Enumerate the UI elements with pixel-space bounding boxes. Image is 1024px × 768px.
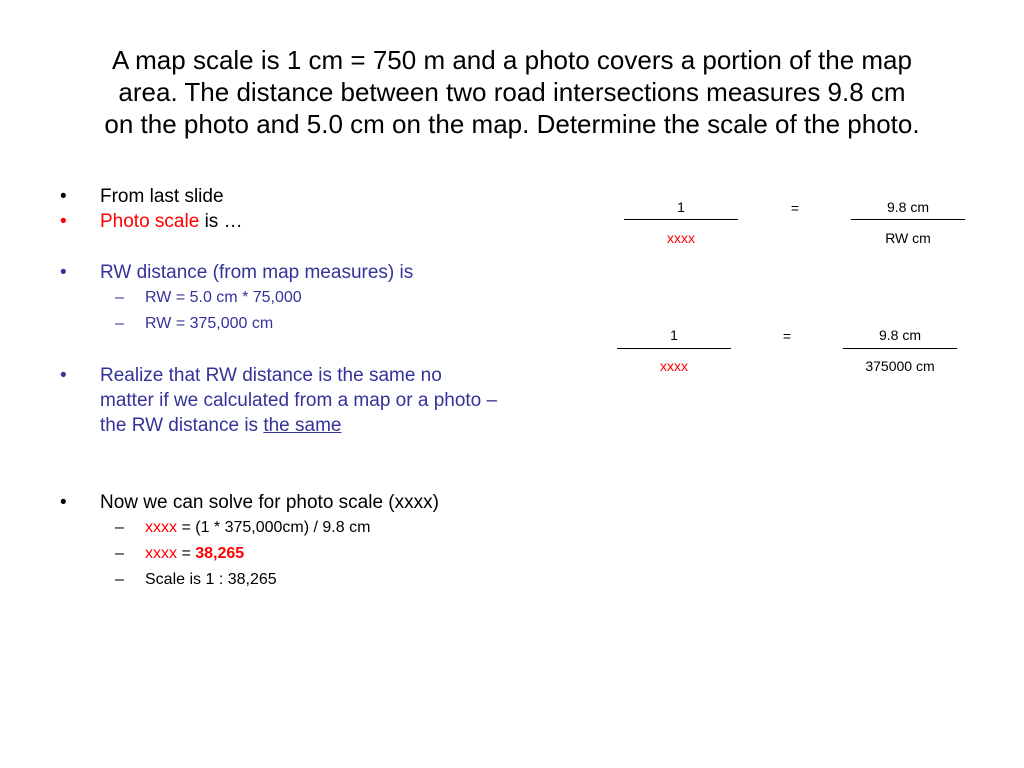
fraction2-right-numerator: 9.8 cm	[878, 327, 921, 343]
bullet-rw-distance: • RW distance (from map measures) is	[58, 260, 498, 285]
slide-title	[40, 44, 984, 140]
fraction1-right-bar	[851, 219, 965, 220]
fraction2-right-denominator: 375000 cm	[865, 358, 935, 374]
fraction1-equals: =	[790, 200, 800, 216]
fraction1-right-denominator: RW cm	[885, 230, 931, 246]
bullet-realize: • Realize that RW distance is the same no matter if we calculated from a map or a photo – the RW distance is the same	[58, 363, 498, 438]
fraction2-equals: =	[782, 328, 792, 344]
fraction2-left-numerator: 1	[670, 327, 678, 343]
title-line-2: area. The distance between two road intersections measures 9.8 cm	[118, 77, 906, 107]
sub-bullet-scale-statement: – Scale is 1 : 38,265	[58, 567, 498, 593]
bullet-list	[58, 184, 498, 593]
fraction2-left-bar	[617, 348, 731, 349]
fraction2-left-denominator: xxxx	[660, 358, 688, 374]
title-line-1: A map scale is 1 cm = 750 m and a photo covers a portion of the map	[112, 45, 912, 75]
title-line-3: on the photo and 5.0 cm on the map. Determine the scale of the photo.	[104, 109, 920, 139]
fraction1-left-denominator: xxxx	[667, 230, 695, 246]
fraction1-left-numerator: 1	[677, 199, 685, 215]
fraction1-right-numerator: 9.8 cm	[886, 199, 929, 215]
sub-bullet-xxxx-result: – xxxx = 38,265	[58, 541, 498, 567]
bullet-solve-photo-scale: • Now we can solve for photo scale (xxxx)	[58, 490, 498, 515]
sub-bullet-xxxx-formula: – xxxx = (1 * 375,000cm) / 9.8 cm	[58, 515, 498, 541]
result-value: 38,265	[195, 545, 245, 562]
fraction1-left-bar	[624, 219, 738, 220]
sub-bullet-rw-result: – RW = 375,000 cm	[58, 311, 498, 337]
fraction2-right-bar	[843, 348, 957, 349]
photo-scale-label: Photo scale	[100, 211, 200, 232]
bullet-from-last-slide: • From last slide	[58, 184, 498, 209]
sub-bullet-rw-formula: – RW = 5.0 cm * 75,000	[58, 285, 498, 311]
underlined-the-same: the same	[263, 415, 342, 436]
bullet-photo-scale: • Photo scale is …	[58, 209, 498, 234]
